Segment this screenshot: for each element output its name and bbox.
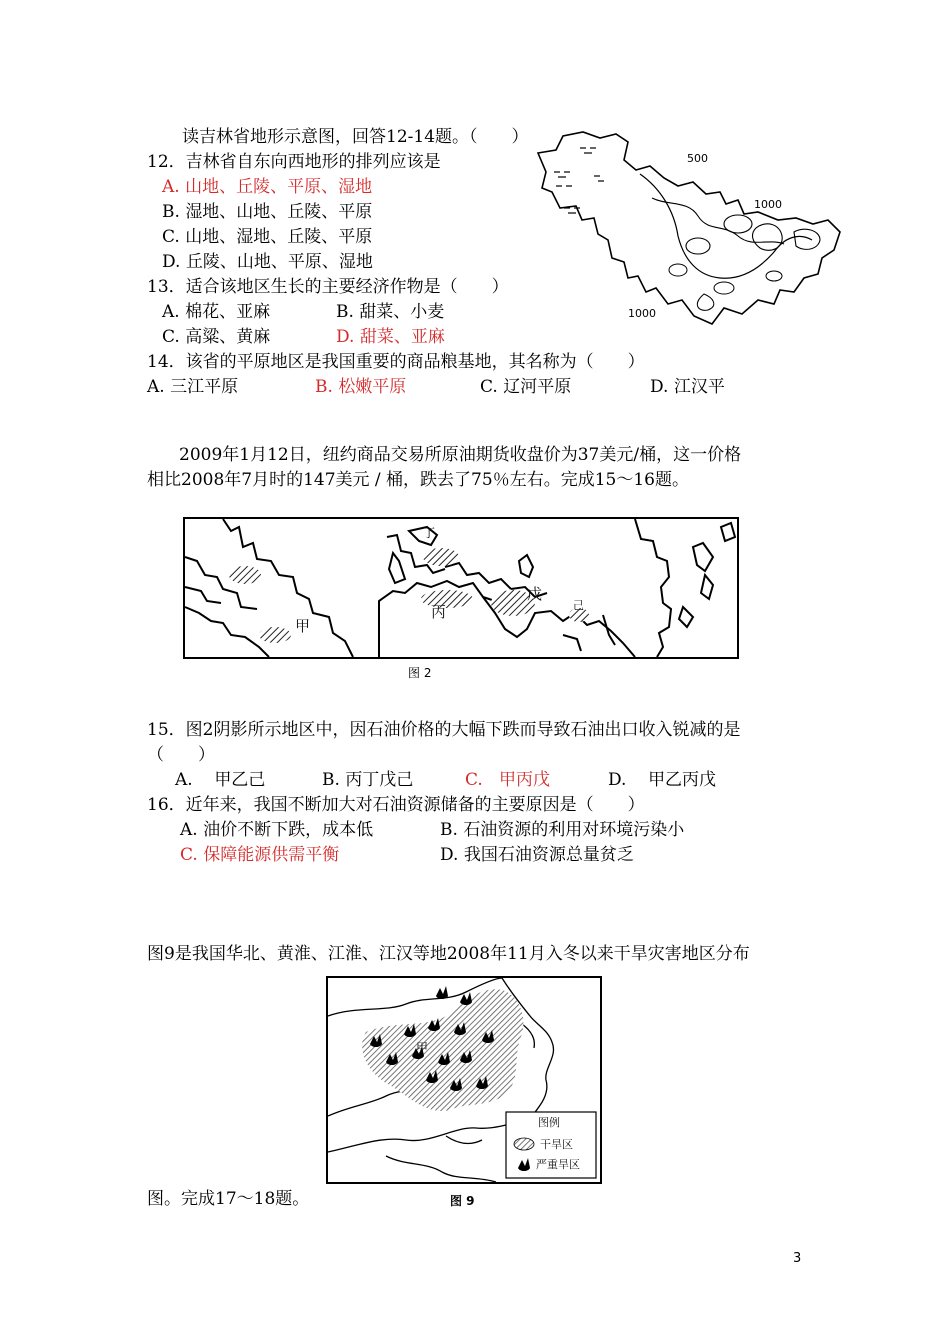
- map-label-wu: 戊: [527, 585, 543, 603]
- map-label-ding: 丁: [423, 526, 436, 540]
- q12-option-a: A. 山地、丘陵、平原、湿地: [162, 177, 373, 197]
- q13-option-b: B. 甜菜、小麦: [336, 302, 445, 322]
- contour-1000-label-south: 1000: [628, 307, 656, 320]
- legend-title: 图例: [538, 1116, 560, 1129]
- page-number: 3: [793, 1251, 802, 1266]
- question-12: 12．吉林省自东向西地形的排列应该是: [147, 152, 441, 172]
- legend-severe-label: 严重旱区: [536, 1158, 580, 1171]
- q14-option-c: C. 辽河平原: [480, 377, 572, 397]
- q14-option-d: D. 江汉平: [650, 377, 725, 397]
- q12-option-d: D. 丘陵、山地、平原、湿地: [162, 252, 373, 272]
- q15-option-d: D. 甲乙丙戊: [608, 770, 717, 790]
- oil-intro-line1: 2009年1月12日，纽约商品交易所原油期货收盘价为37美元/桶，这一价格: [179, 445, 742, 465]
- jilin-intro: 读吉林省地形示意图，回答12-14题。（ ）: [182, 127, 529, 147]
- q16-option-b: B. 石油资源的利用对环境污染小: [440, 820, 685, 840]
- q12-option-b: B. 湿地、山地、丘陵、平原: [162, 202, 373, 222]
- figure-9-caption: 图 9: [450, 1194, 475, 1208]
- q13-option-c: C. 高粱、黄麻: [162, 327, 271, 347]
- legend-dry-label: 干旱区: [540, 1138, 573, 1151]
- drought-map-label-jia: 甲: [416, 1041, 429, 1055]
- q15-option-b: B. 丙丁戊己: [322, 770, 414, 790]
- q15-option-c: C. 甲丙戊: [465, 770, 551, 790]
- q14-option-b: B. 松嫩平原: [315, 377, 407, 397]
- q14-option-a: A. 三江平原: [147, 377, 239, 397]
- drought-intro-line1: 图9是我国华北、黄淮、江淮、江汉等地2008年11月入冬以来干旱灾害地区分布: [147, 944, 750, 964]
- drought-intro-line2: 图。完成17～18题。: [147, 1189, 310, 1209]
- q12-option-c: C. 山地、湿地、丘陵、平原: [162, 227, 373, 247]
- question-15-line2: （ ）: [147, 745, 215, 765]
- map-label-bing: 丙: [431, 603, 447, 621]
- q13-option-d: D. 甜菜、亚麻: [336, 327, 445, 347]
- q15-option-a: A. 甲乙己: [175, 770, 266, 790]
- question-16: 16．近年来，我国不断加大对石油资源储备的主要原因是（ ）: [147, 795, 645, 815]
- q16-option-d: D. 我国石油资源总量贫乏: [440, 845, 634, 865]
- world-oil-map: [183, 517, 739, 659]
- q16-option-c: C. 保障能源供需平衡: [180, 845, 340, 865]
- oil-intro-line2: 相比2008年7月时的147美元 / 桶，跌去了75％左右。完成15～16题。: [147, 470, 689, 490]
- contour-1000-label: 1000: [754, 198, 782, 211]
- contour-500-label: 500: [687, 152, 708, 165]
- question-15-line1: 15．图2阴影所示地区中，因石油价格的大幅下跌而导致石油出口收入锐减的是: [147, 720, 741, 740]
- map-label-jia: 甲: [295, 617, 311, 635]
- question-14: 14．该省的平原地区是我国重要的商品粮基地，其名称为（ ）: [147, 352, 645, 372]
- q13-option-a: A. 棉花、亚麻: [162, 302, 271, 322]
- drought-map: [326, 976, 602, 1184]
- question-13: 13．适合该地区生长的主要经济作物是（ ）: [147, 277, 509, 297]
- legend-dry-swatch: [514, 1138, 534, 1150]
- map-label-ji: 己: [573, 599, 584, 612]
- figure-2-caption: 图 2: [408, 666, 432, 680]
- q16-option-a: A. 油价不断下跌，成本低: [180, 820, 374, 840]
